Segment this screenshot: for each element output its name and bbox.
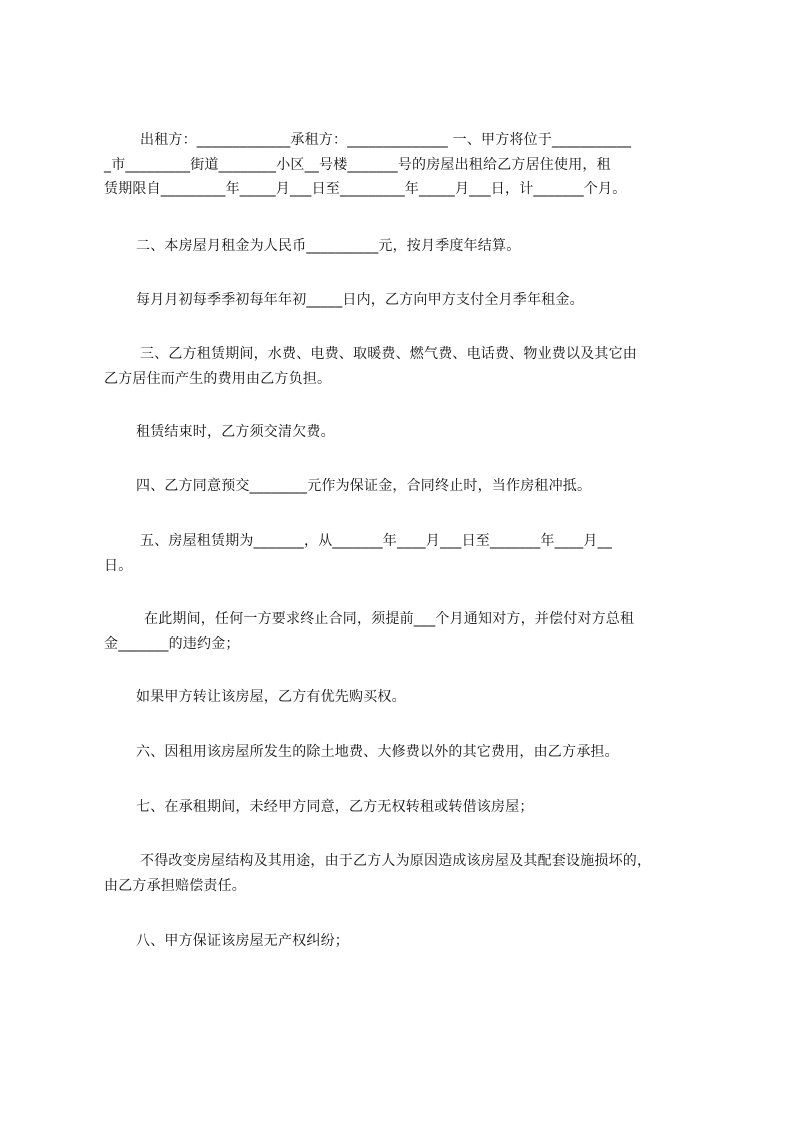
text-line: 日。 [104,557,133,574]
paragraph-monthly-rent [104,234,700,259]
paragraph-payment-schedule [104,288,700,313]
text-line: 乙方居住而产生的费用由乙方负担。 [104,370,332,387]
text-line: 在此期间，任何一方要求终止合同，须提前___个月通知对方，并偿付对方总租 [144,611,635,627]
text-line: 六、因租用该房屋所发生的除土地费、大修费以外的其它费用，由乙方承担。 [136,744,619,760]
paragraph-right-of-first-refusal [104,685,700,710]
text-line: 二、本房屋月租金为人民币__________元，按月季度年结算。 [136,238,521,254]
text-line: 如果甲方转让该房屋，乙方有优先购买权。 [136,689,406,705]
text-line: 赁期限自_________年_____月___日至_________年_____月___日，计_______个月。 [104,181,627,197]
paragraph-early-termination [104,607,700,656]
text-line: 每月月初每季季初每年年初_____日内，乙方向甲方支付全月季年租金。 [136,292,584,308]
paragraph-parties-and-property [104,128,700,202]
text-line: 金_______的违约金； [104,635,240,652]
paragraph-structure-damage [104,849,700,898]
paragraph-no-sublet [104,795,700,820]
paragraph-lease-term [104,529,700,578]
text-line: 出租方：_____________承租方：______________ 一、甲方将位于___________ [140,132,632,148]
paragraph-other-costs [104,740,700,765]
text-line: 四、乙方同意预交________元作为保证金，合同终止时，当作房租冲抵。 [136,478,592,494]
paragraph-settle-arrears [104,420,700,445]
text-line: 不得改变房屋结构及其用途，由于乙方人为原因造成该房屋及其配套设施损坏的， [140,853,652,869]
paragraph-utilities [104,342,700,391]
text-line: 由乙方承担赔偿责任。 [104,877,246,894]
text-line: 租赁结束时，乙方须交清欠费。 [136,424,335,440]
text-line: 七、在承租期间，未经甲方同意，乙方无权转租或转借该房屋； [136,799,534,815]
text-line: 三、乙方租赁期间，水费、电费、取暖费、燃气费、电话费、物业费以及其它由 [140,346,637,362]
text-line: 五、房屋租赁期为_______，从_______年____月___日至_______年____月__ [140,533,612,549]
text-line: 八、甲方保证该房屋无产权纠纷； [136,933,349,949]
paragraph-deposit [104,474,700,499]
paragraph-no-title-dispute [104,929,700,954]
text-line: _市_________街道________小区__号楼_______号的房屋出租给乙方居住使用，租 [104,156,611,173]
